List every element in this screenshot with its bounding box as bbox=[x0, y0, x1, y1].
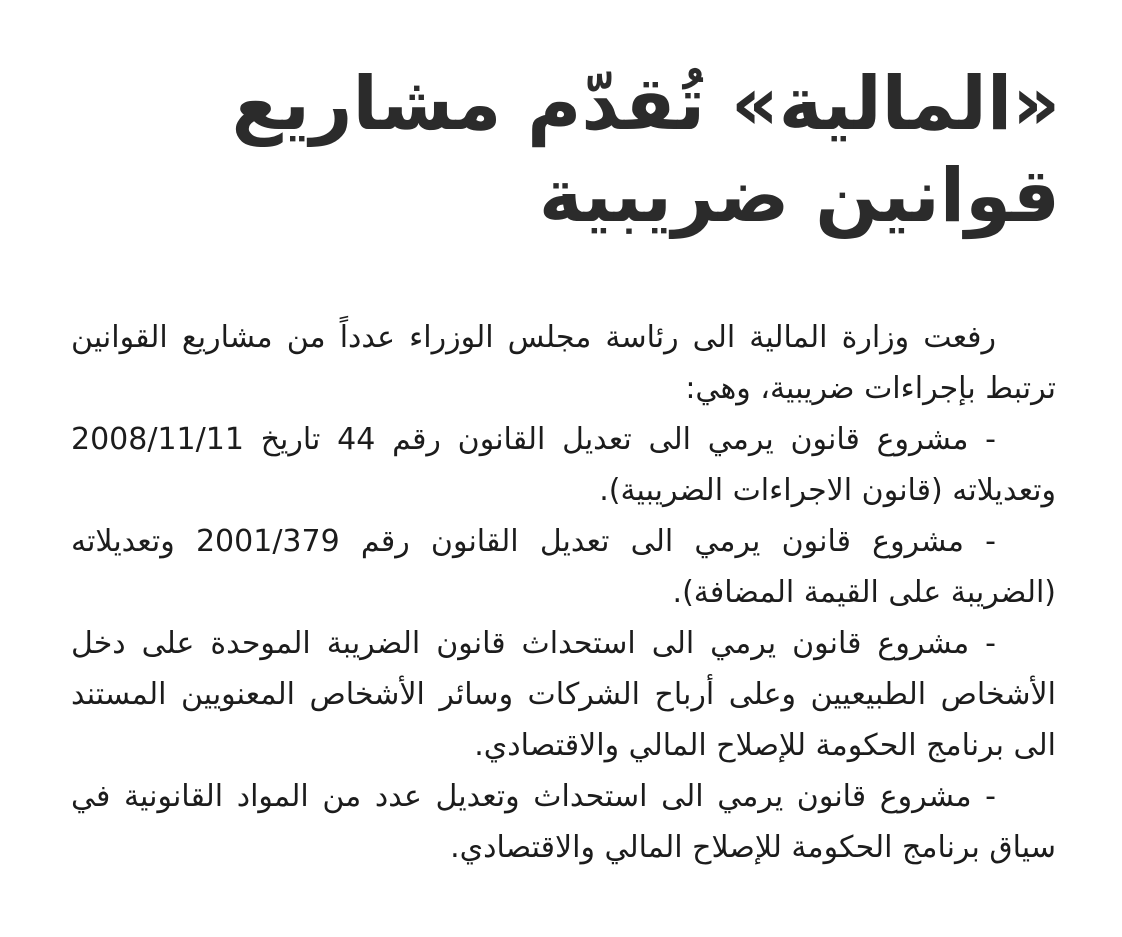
headline-line-1: «المالية» تُقدّم مشاريع bbox=[231, 61, 1060, 147]
intro-paragraph: رفعت وزارة المالية الى رئاسة مجلس الوزراء عدداً من مشاريع القوانين ترتبط بإجراءات ضريبية، وهي: bbox=[71, 320, 1056, 406]
bill-item-1: - مشروع قانون يرمي الى تعديل القانون رقم 44 تاريخ 2008/11/11 وتعديلاته (قانون الاجراءات الضريبية). bbox=[71, 422, 1056, 508]
bill-item-4: - مشروع قانون يرمي الى استحداث وتعديل عدد من المواد القانونية في سياق برنامج الحكومة للإصلاح المالي والاقتصادي. bbox=[71, 779, 1056, 865]
bill-item-3: - مشروع قانون يرمي الى استحداث قانون الضريبة الموحدة على دخل الأشخاص الطبيعيين وعلى أرباح الشركات وسائر الأشخاص المعنويين المستند الى برنامج الحكومة للإصلاح المالي والاقتصادي. bbox=[71, 626, 1056, 763]
article-headline bbox=[60, 58, 1060, 242]
bill-item-2: - مشروع قانون يرمي الى تعديل القانون رقم 2001/379 وتعديلاته (الضريبة على القيمة المضافة). bbox=[71, 524, 1056, 610]
article-body bbox=[71, 312, 1056, 873]
headline-line-2: قوانين ضريبية bbox=[538, 153, 1060, 239]
